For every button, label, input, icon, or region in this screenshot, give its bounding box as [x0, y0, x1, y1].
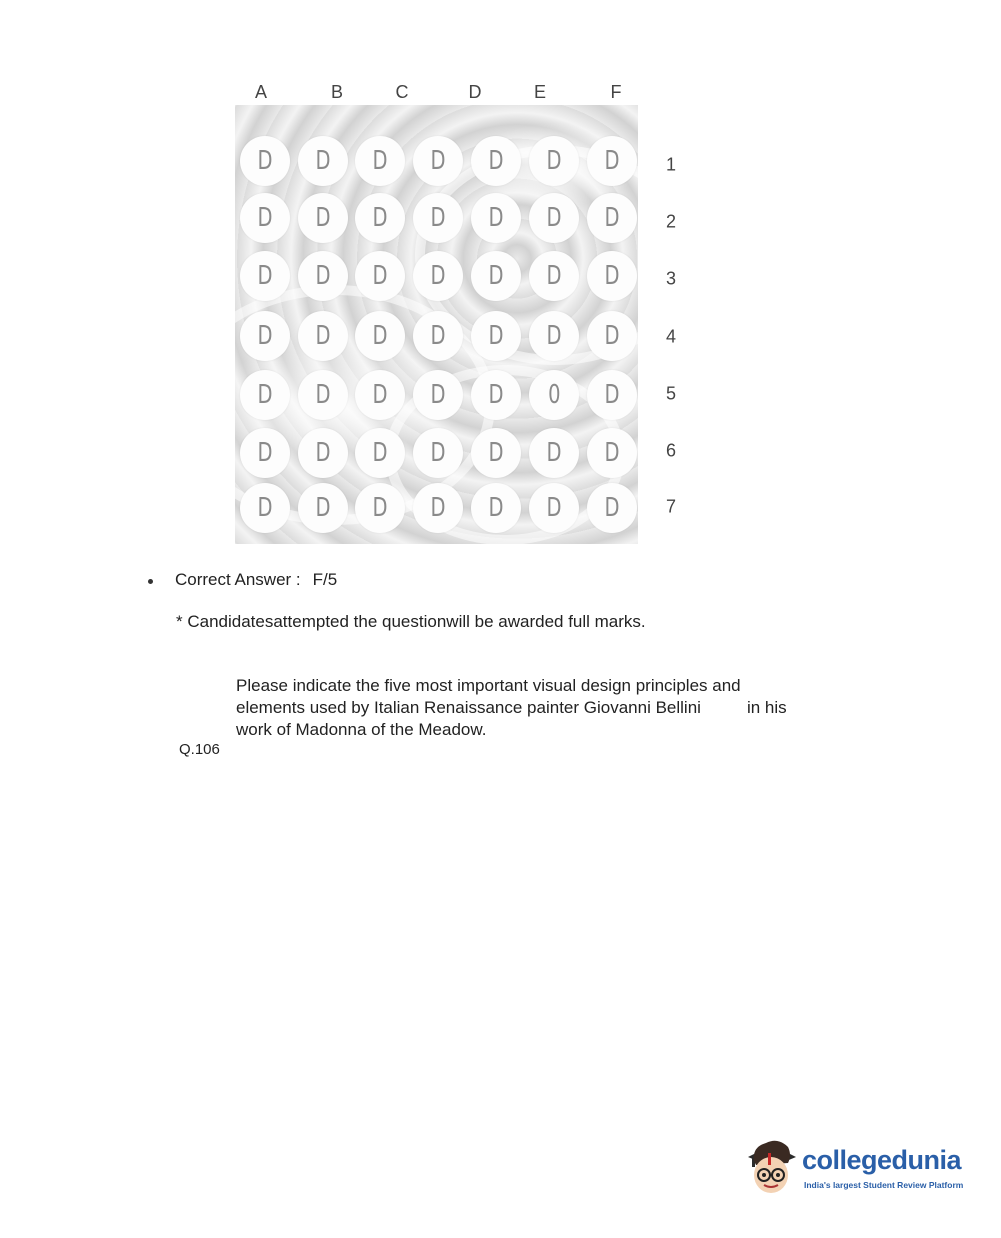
grid-cell-letter: D [372, 321, 388, 351]
grid-cell [355, 311, 405, 361]
column-labels [0, 82, 1001, 106]
grid-cell [298, 428, 348, 478]
row-label: 2 [665, 211, 677, 232]
answer-label: Correct Answer : [175, 570, 301, 589]
grid-cell-letter: D [546, 146, 562, 176]
grid-cell [240, 251, 290, 301]
grid-cell-letter: D [604, 203, 620, 233]
grid-cell-letter: D [315, 261, 331, 291]
grid-cell-letter: D [315, 146, 331, 176]
grid-cell [587, 193, 637, 243]
grid-cell [240, 428, 290, 478]
grid-cell [471, 136, 521, 186]
letter-grid [235, 105, 638, 544]
grid-cell [529, 311, 579, 361]
grid-cell-letter: D [546, 203, 562, 233]
grid-cell-letter: D [488, 203, 504, 233]
grid-cell [355, 193, 405, 243]
grid-cell [298, 483, 348, 533]
grid-cell [355, 251, 405, 301]
grid-cell-letter: D [430, 493, 446, 523]
grid-cell-letter: D [372, 493, 388, 523]
row-label: 6 [665, 440, 677, 461]
grid-cell-letter: D [604, 380, 620, 410]
grid-cell [471, 251, 521, 301]
grid-cell [413, 136, 463, 186]
grid-cell-letter: D [604, 321, 620, 351]
grid-cell-letter: D [546, 261, 562, 291]
grid-cell-letter: D [546, 321, 562, 351]
grid-cell [587, 483, 637, 533]
grid-cell [587, 311, 637, 361]
answer-value: F/5 [312, 570, 338, 589]
grid-cell-letter: D [430, 380, 446, 410]
grid-cell [355, 370, 405, 420]
puzzle-image [235, 105, 638, 544]
grid-cell [413, 311, 463, 361]
grid-cell-letter: D [257, 380, 273, 410]
grid-cell-letter: D [257, 146, 273, 176]
brand-tagline: India's largest Student Review Platform [804, 1180, 964, 1190]
question-line [236, 697, 826, 719]
grid-cell [587, 370, 637, 420]
question-line: Please indicate the five most important visual design principles and [236, 676, 741, 695]
grid-cell [471, 483, 521, 533]
grid-cell-letter: D [488, 321, 504, 351]
grid-cell [298, 193, 348, 243]
grid-cell-letter: D [315, 493, 331, 523]
grid-cell-letter: D [488, 438, 504, 468]
grid-cell [298, 370, 348, 420]
grid-cell [471, 428, 521, 478]
grid-cell-letter: D [604, 493, 620, 523]
grid-cell-letter: D [315, 438, 331, 468]
column-label-b: B [330, 82, 344, 102]
grid-cell-letter: D [372, 203, 388, 233]
grid-cell-letter: D [315, 203, 331, 233]
grid-cell-letter: D [257, 203, 273, 233]
column-label-c: C [395, 82, 409, 102]
column-label-f: F [610, 82, 622, 102]
grid-cell-letter: D [257, 261, 273, 291]
brand-name: collegedunia [802, 1145, 962, 1175]
column-label-e: E [533, 82, 547, 102]
grid-cell [240, 311, 290, 361]
question-line: work of Madonna of the Meadow. [236, 720, 487, 739]
row-label: 3 [665, 268, 677, 289]
grid-cell-letter: D [546, 438, 562, 468]
grid-cell [587, 251, 637, 301]
bullet-icon [148, 579, 153, 584]
grid-cell [298, 251, 348, 301]
grid-cell-letter: D [257, 438, 273, 468]
correct-answer [175, 570, 337, 590]
grid-cell [413, 428, 463, 478]
grid-cell-letter: D [430, 146, 446, 176]
grid-cell-letter: D [604, 261, 620, 291]
grid-cell-letter: D [372, 380, 388, 410]
grid-cell [529, 428, 579, 478]
grid-cell [587, 428, 637, 478]
grid-cell [529, 251, 579, 301]
column-label-d: D [468, 82, 482, 102]
row-label: 1 [665, 154, 677, 175]
grid-cell-letter: D [315, 380, 331, 410]
grid-cell [298, 311, 348, 361]
grid-cell-letter: D [604, 438, 620, 468]
grid-cell [529, 483, 579, 533]
grid-cell-letter: D [430, 203, 446, 233]
grid-cell-letter: D [430, 438, 446, 468]
grid-cell-letter: D [488, 146, 504, 176]
grid-cell [471, 311, 521, 361]
grid-cell [355, 428, 405, 478]
grid-cell [240, 136, 290, 186]
grid-cell [529, 370, 579, 420]
marks-note: * Candidatesattempted the questionwill be awarded full marks. [176, 612, 646, 631]
mascot-icon [742, 1133, 802, 1201]
question-line-part: in his [746, 698, 787, 717]
grid-cell [355, 136, 405, 186]
grid-cell [413, 370, 463, 420]
grid-cell [471, 193, 521, 243]
grid-cell-letter: D [372, 261, 388, 291]
grid-cell-letter: D [372, 438, 388, 468]
grid-cell-letter: D [604, 146, 620, 176]
grid-cell [240, 370, 290, 420]
grid-cell [413, 193, 463, 243]
grid-cell-letter: D [488, 380, 504, 410]
grid-cell-letter: D [488, 493, 504, 523]
grid-cell [355, 483, 405, 533]
grid-cell-letter: 0 [547, 380, 561, 410]
question-number: Q.106 [179, 741, 220, 758]
row-label: 5 [665, 383, 677, 404]
grid-cell-letter: D [488, 261, 504, 291]
grid-cell [471, 370, 521, 420]
grid-cell [529, 193, 579, 243]
grid-cell [240, 193, 290, 243]
grid-cell-letter: D [546, 493, 562, 523]
column-label-a: A [254, 82, 268, 102]
grid-cell-letter: D [315, 321, 331, 351]
grid-cell [413, 483, 463, 533]
grid-cell-letter: D [430, 321, 446, 351]
grid-cell [240, 483, 290, 533]
question-text [236, 675, 826, 741]
grid-cell-letter: D [372, 146, 388, 176]
row-label: 4 [665, 326, 677, 347]
grid-cell [529, 136, 579, 186]
grid-cell-letter: D [430, 261, 446, 291]
grid-cell-letter: D [257, 321, 273, 351]
grid-cell [298, 136, 348, 186]
grid-cell [587, 136, 637, 186]
row-label: 7 [665, 496, 677, 517]
question-line-part: elements used by Italian Renaissance painter Giovanni Bellini [236, 698, 701, 717]
grid-cell-letter: D [257, 493, 273, 523]
collegedunia-logo [742, 1133, 977, 1201]
grid-cell [413, 251, 463, 301]
